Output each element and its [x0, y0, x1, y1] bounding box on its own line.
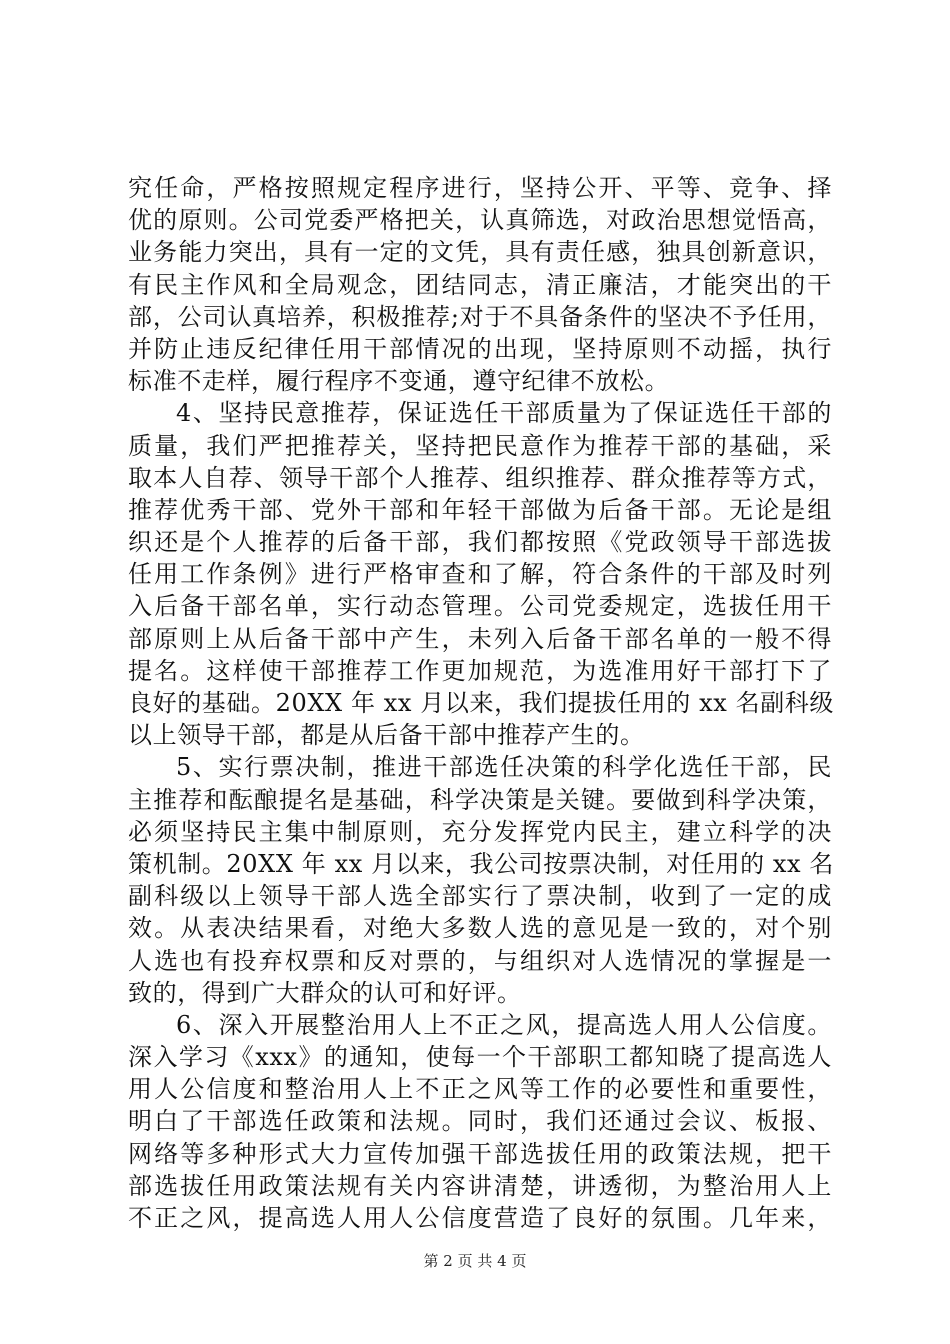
text-line: 良好的基础。20XX 年 xx 月以来，我们提拔任用的 xx 名副科级: [128, 689, 834, 717]
text-line: 副科级以上领导干部人选全部实行了票决制，收到了一定的成: [128, 882, 832, 911]
body-text: [128, 172, 832, 1234]
text-line: 并防止违反纪律任用干部情况的出现，坚持原则不动摇，执行: [128, 334, 832, 363]
text-line: 部选拔任用政策法规有关内容讲清楚，讲透彻，为整治用人上: [128, 1171, 832, 1200]
text-line: 网络等多种形式大力宣传加强干部选拔任用的政策法规，把干: [128, 1139, 832, 1168]
text-line: 用人公信度和整治用人上不正之风等工作的必要性和重要性，: [128, 1075, 832, 1104]
text-line: 有民主作风和全局观念，团结同志，清正廉洁，才能突出的干: [128, 270, 832, 299]
text-line: 标准不走样，履行程序不变通，遵守纪律不放松。: [128, 367, 670, 396]
paragraph-4-start: 4、坚持民意推荐，保证选任干部质量为了保证选任干部的: [176, 399, 832, 428]
text-line: 究任命，严格按照规定程序进行，坚持公开、平等、竞争、择: [128, 174, 832, 202]
text-line: 任用工作条例》进行严格审查和了解，符合条件的干部及时列: [128, 560, 832, 589]
text-line: 部，公司认真培养，积极推荐;对于不具备条件的坚决不予任用，: [128, 302, 832, 331]
text-line: 致的，得到广大群众的认可和好评。: [128, 978, 522, 1007]
text-line: 必须坚持民主集中制原则，充分发挥党内民主，建立科学的决: [128, 817, 832, 846]
text-line: 不正之风，提高选人用人公信度营造了良好的氛围。几年来，: [128, 1204, 832, 1232]
text-line: 入后备干部名单，实行动态管理。公司党委规定，选拔任用干: [128, 592, 832, 621]
text-line: 策机制。20XX 年 xx 月以来，我公司按票决制，对任用的 xx 名: [128, 849, 834, 878]
text-line: 明白了干部选任政策和法规。同时，我们还通过会议、板报、: [128, 1107, 832, 1136]
text-line: 效。从表决结果看，对绝大多数人选的意见是一致的，对个别: [128, 914, 832, 943]
paragraph-5-start: 5、实行票决制，推进干部选任决策的科学化选任干部，民: [176, 753, 832, 782]
text-line: 推荐优秀干部、党外干部和年轻干部做为后备干部。无论是组: [128, 495, 832, 524]
text-line: 织还是个人推荐的后备干部，我们都按照《党政领导干部选拔: [128, 528, 832, 557]
page-number-footer: 第 2 页 共 4 页: [423, 1252, 527, 1270]
text-line: 取本人自荐、领导干部个人推荐、组织推荐、群众推荐等方式，: [128, 463, 832, 492]
text-line: 人选也有投弃权票和反对票的，与组织对人选情况的掌握是一: [128, 946, 832, 975]
text-line: 以上领导干部，都是从后备干部中推荐产生的。: [128, 721, 645, 750]
text-line: 提名。这样使干部推荐工作更加规范，为选准用好干部打下了: [128, 656, 832, 685]
text-line: 主推荐和酝酿提名是基础，科学决策是关键。要做到科学决策，: [128, 785, 832, 814]
text-line: 质量，我们严把推荐关，坚持把民意作为推荐干部的基础，采: [128, 431, 832, 460]
text-line: 部原则上从后备干部中产生，未列入后备干部名单的一般不得: [128, 624, 832, 653]
text-line: 深入学习《xxx》的通知，使每一个干部职工都知晓了提高选人: [128, 1043, 832, 1072]
text-line: 业务能力突出，具有一定的文凭，具有责任感，独具创新意识，: [128, 238, 832, 267]
paragraph-6-start: 6、深入开展整治用人上不正之风，提高选人用人公信度。: [176, 1010, 832, 1039]
text-line: 优的原则。公司党委严格把关，认真筛选，对政治思想觉悟高，: [128, 206, 832, 235]
